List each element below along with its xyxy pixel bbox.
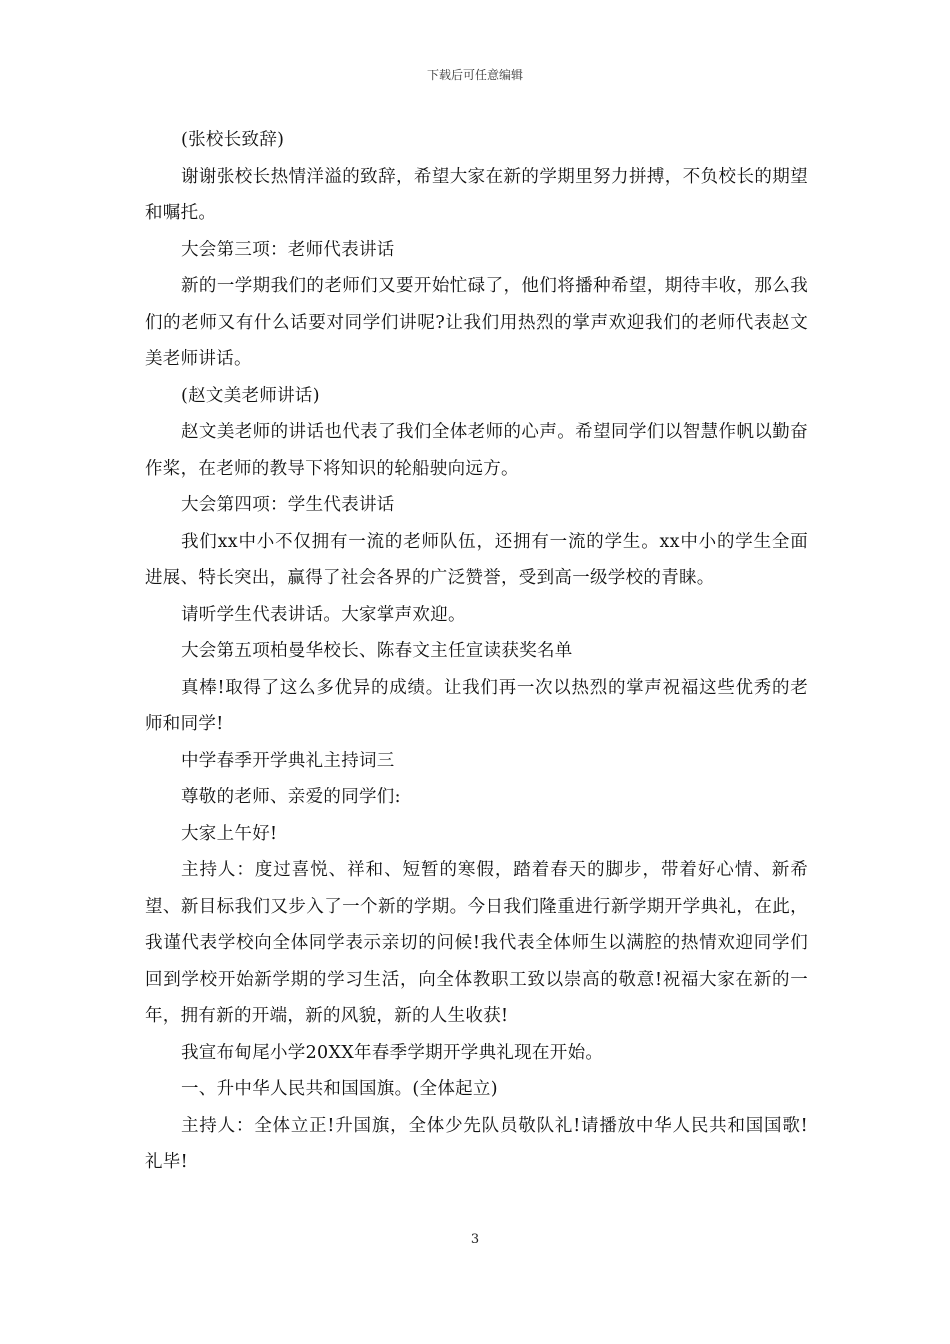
paragraph: 大会第五项柏曼华校长、陈春文主任宣读获奖名单 — [181, 641, 573, 661]
paragraph: 我宣布甸尾小学20XX年春季学期开学典礼现在开始。 — [181, 1042, 604, 1063]
document-body — [145, 122, 808, 1181]
paragraph: 请听学生代表讲话。大家掌声欢迎。 — [181, 604, 466, 625]
page-number: 3 — [470, 1232, 480, 1247]
paragraph: 新的一学期我们的老师们又要开始忙碌了，他们将播种希望，期待丰收，那么我们的老师又有什么话要对同学们讲呢?让我们用热烈的掌声欢迎我们的老师代表赵文美老师讲话。 — [145, 276, 808, 369]
paragraph: (张校长致辞) — [181, 130, 285, 150]
salutation: 尊敬的老师、亲爱的同学们: — [181, 787, 401, 807]
paragraph: 谢谢张校长热情洋溢的致辞，希望大家在新的学期里努力拼搏，不负校长的期望和嘱托。 — [145, 166, 808, 223]
greeting: 大家上午好! — [181, 823, 278, 844]
section-title: 中学春季开学典礼主持词三 — [181, 750, 395, 771]
paragraph: 大会第三项：老师代表讲话 — [181, 239, 395, 260]
paragraph: (赵文美老师讲话) — [181, 385, 320, 406]
paragraph: 我们xx中小不仅拥有一流的老师队伍，还拥有一流的学生。xx中小的学生全面进展、特长突出，赢得了社会各界的广泛赞誉，受到高一级学校的青睐。 — [145, 531, 808, 588]
paragraph: 赵文美老师的讲话也代表了我们全体老师的心声。希望同学们以智慧作帆以勤奋作桨，在老师的教导下将知识的轮船驶向远方。 — [145, 422, 808, 479]
page-header: 下载后可任意编辑 — [426, 68, 523, 82]
paragraph: 大会第四项：学生代表讲话 — [181, 495, 395, 515]
paragraph: 一、升中华人民共和国国旗。(全体起立) — [181, 1079, 498, 1099]
paragraph: 主持人：度过喜悦、祥和、短暂的寒假，踏着春天的脚步，带着好心情、新希望、新目标我们又步入了一个新的学期。今日我们隆重进行新学期开学典礼，在此，我谨代表学校向全体同学表示亲切的问候!我代表全体师生以满腔的热情欢迎同学们回到学校开始新学期的学习生活，向全体教职工致以崇高的敬意!祝福大家在新的一年，拥有新的开端，新的风貌，新的人生收获! — [145, 860, 808, 1026]
paragraph: 主持人：全体立正!升国旗，全体少先队员敬队礼!请播放中华人民共和国国歌!礼毕! — [145, 1115, 808, 1172]
paragraph: 真棒!取得了这么多优异的成绩。让我们再一次以热烈的掌声祝福这些优秀的老师和同学! — [145, 677, 808, 734]
